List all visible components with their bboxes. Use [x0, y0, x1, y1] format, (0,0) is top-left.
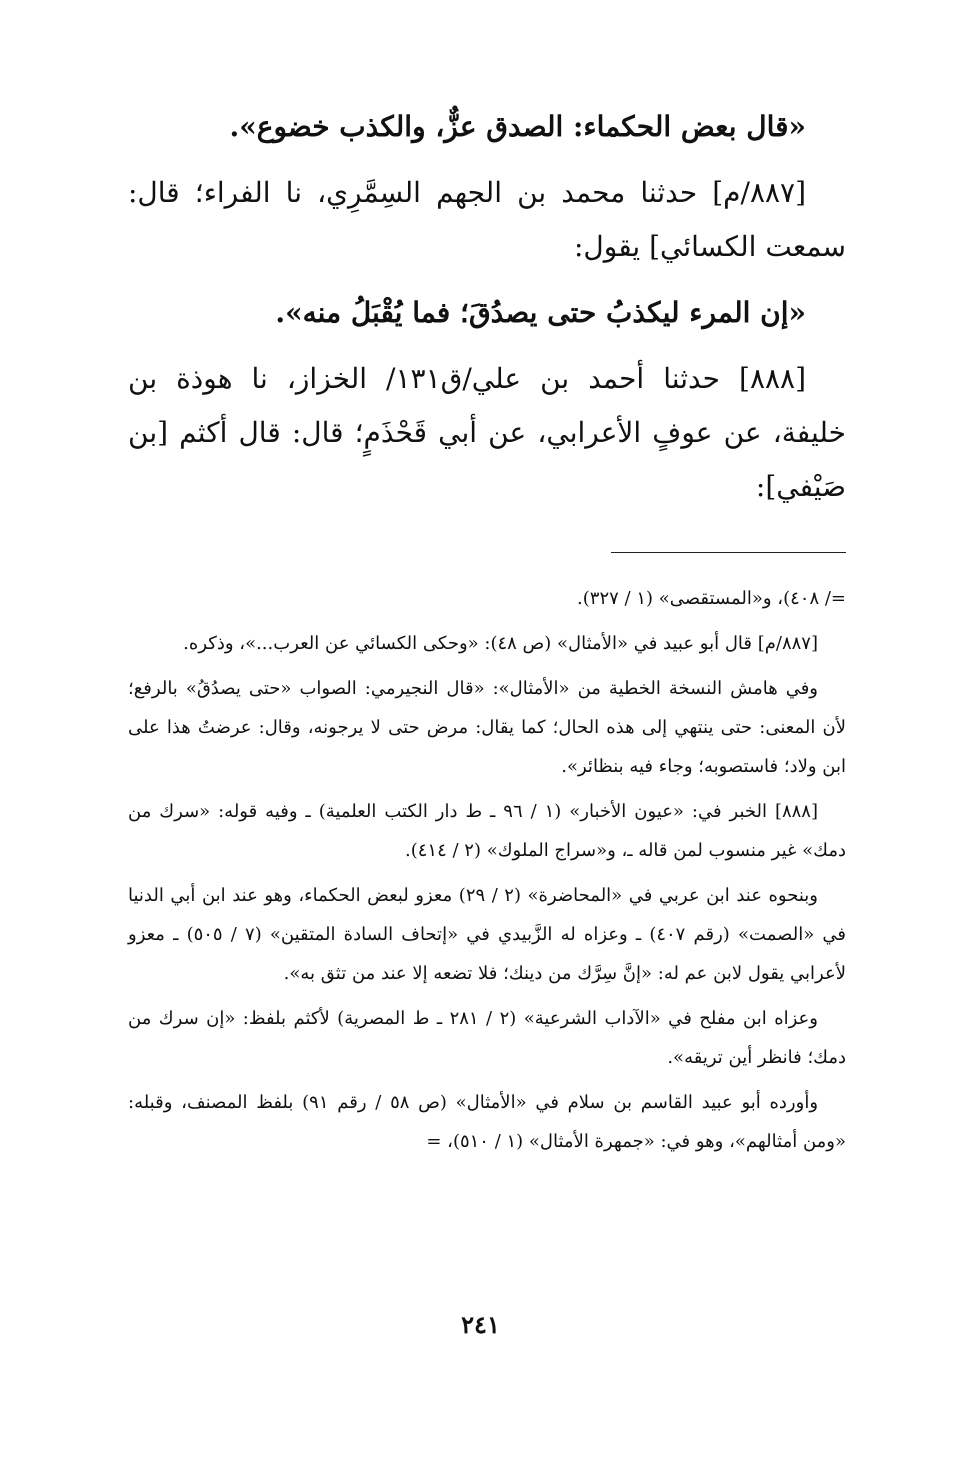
- narration-paragraph: [٨٨٨] حدثنا أحمد بن علي/ق١٣١/ الخزاز، نا هوذة بن خليفة، عن عوفٍ الأعرابي، عن أبي قَحْذَمٍ؛ قال: قال أكثم [بن صَيْفي]:: [128, 362, 846, 503]
- narration-paragraph: [٨٨٧/م] حدثنا محمد بن الجهم السِمَّرِي، نا الفراء؛ قال: سمعت الكسائي] يقول:: [128, 176, 846, 263]
- footnote-paragraph: وعزاه ابن مفلح في «الآداب الشرعية» (٢ / ٢٨١ ـ ط المصرية) لأكثم بلفظ: «إن سرك من دمك؛ فانظر أين تريقه».: [128, 1008, 846, 1068]
- footnote-continuation: =/ ٤٠٨)، و«المستقصى» (١ / ٣٢٧).: [577, 588, 846, 609]
- footnote-paragraph: [٨٨٨] الخبر في: «عيون الأخبار» (١ / ٩٦ ـ ط دار الكتب العلمية) ـ وفيه قوله: «سرك من دمك» غير منسوب لمن قاله ـ، و«سراج الملوك» (٢ / ٤١٤).: [128, 801, 846, 861]
- footnote-divider: [611, 552, 846, 553]
- book-page: [128, 100, 846, 1460]
- page-number: ٢٤١: [461, 1310, 500, 1339]
- quote-line: «قال بعض الحكماء: الصدق عزٌّ، والكذب خضوع».: [229, 110, 806, 143]
- footnote-paragraph: [٨٨٧/م] قال أبو عبيد في «الأمثال» (ص ٤٨): «وحكى الكسائي عن العرب...»، وذكره.: [183, 633, 818, 654]
- footnote-paragraph: وأورده أبو عبيد القاسم بن سلام في «الأمثال» (ص ٥٨ / رقم ٩١) بلفظ المصنف، وقبله: «ومن أمثالهم»، وهو في: «جمهرة الأمثال» (١ / ٥١٠)، =: [128, 1092, 846, 1152]
- footnote-paragraph: وفي هامش النسخة الخطية من «الأمثال»: «قال النجيرمي: الصواب «حتى يصدُقُ» بالرفع؛ لأن المعنى: حتى ينتهي إلى هذه الحال؛ كما يقال: مرض حتى لا يرجونه، وقال: عرضتُ هذا على ابن ولاد؛ فاستصوبه؛ وجاء فيه بنظائر».: [128, 678, 846, 777]
- footnote-paragraph: وبنحوه عند ابن عربي في «المحاضرة» (٢ / ٢٩) معزو لبعض الحكماء، وهو عند ابن أبي الدنيا في «الصمت» (رقم ٤٠٧) ـ وعزاه له الزَّبيدي في «إتحاف السادة المتقين» (٧ / ٥٠٥) ـ معزو لأعرابي يقول لابن عم له: «إنَّ سِرَّك من دينك؛ فلا تضعه إلا عند من تثق به».: [128, 885, 846, 984]
- main-text: [128, 100, 846, 514]
- quote-line: «إن المرء ليكذبُ حتى يصدُقَ؛ فما يُقْبَلُ منه».: [275, 296, 806, 329]
- footnotes: [128, 579, 846, 1161]
